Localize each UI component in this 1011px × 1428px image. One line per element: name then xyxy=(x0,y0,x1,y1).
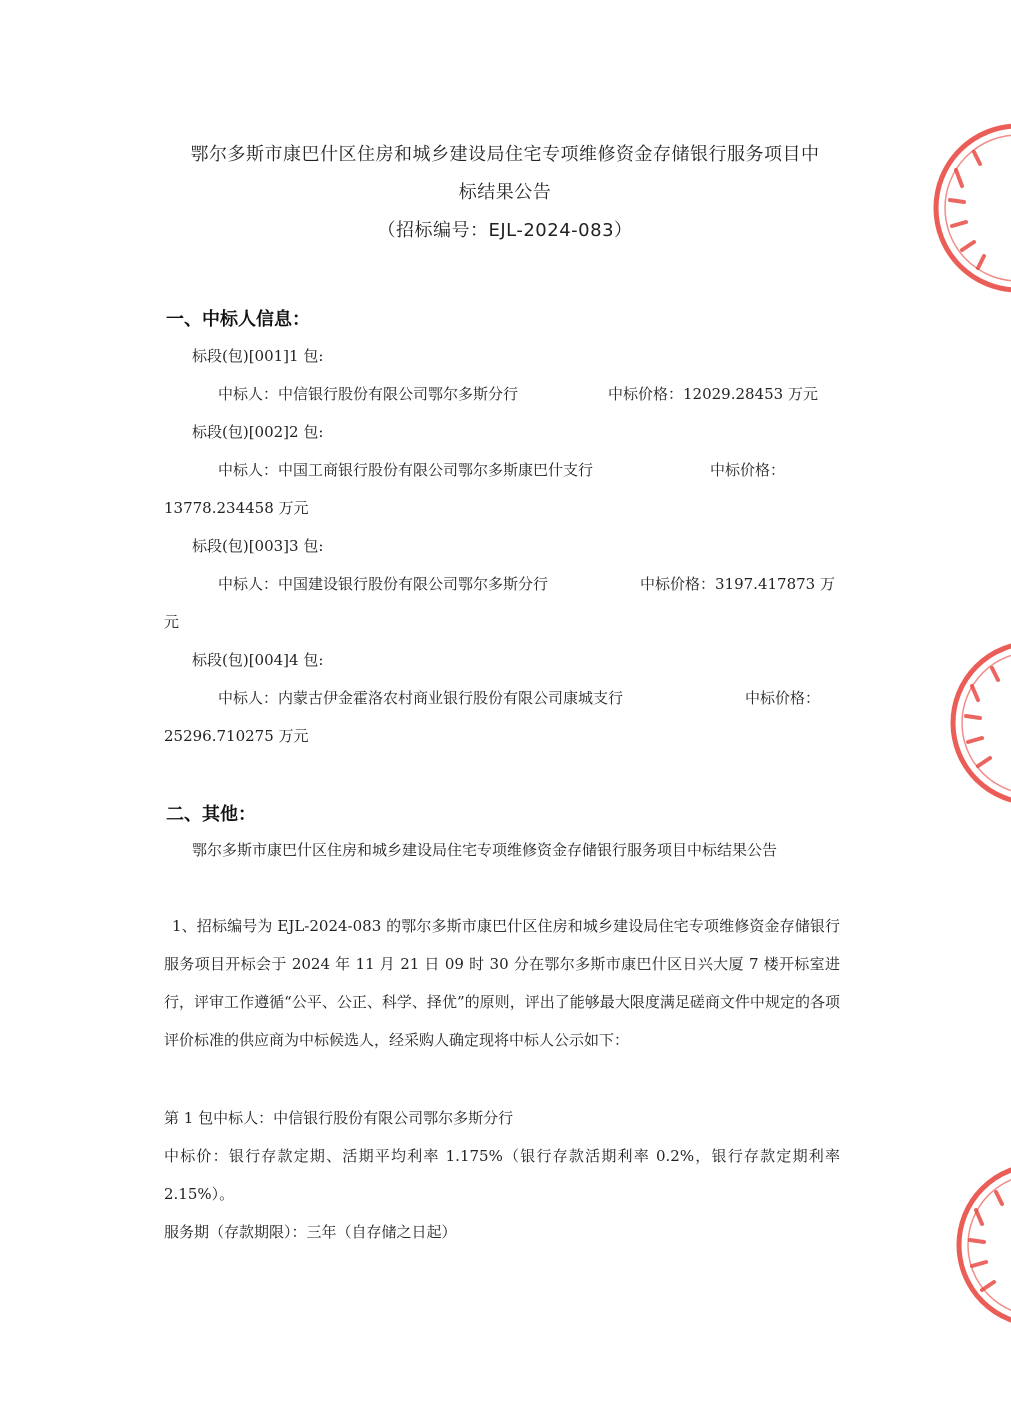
lot-2-label: 标段(包)[002]2 包: xyxy=(192,423,324,441)
document-title-line-2: 标结果公告 xyxy=(458,182,552,203)
section-2-heading: 二、其他： xyxy=(166,804,256,825)
lot-2-winner: 中标人：中国工商银行股份有限公司鄂尔多斯康巴什支行 xyxy=(218,461,594,479)
lot-4-winner: 中标人：内蒙古伊金霍洛农村商业银行股份有限公司康城支行 xyxy=(218,689,624,707)
seal-stamp-top xyxy=(918,108,1011,308)
lot-4-label: 标段(包)[004]4 包: xyxy=(192,651,324,669)
lot-3-label: 标段(包)[003]3 包: xyxy=(192,537,324,555)
tender-number: （招标编号：EJL-2024-083） xyxy=(377,220,633,241)
lot-3-winner: 中标人：中国建设银行股份有限公司鄂尔多斯分行 xyxy=(218,575,549,593)
lot-1-price: 中标价格：12029.28453 万元 xyxy=(608,385,818,403)
document-title-line-1: 鄂尔多斯市康巴什区住房和城乡建设局住宅专项维修资金存储银行服务项目中 xyxy=(190,144,820,165)
lot-1-label: 标段(包)[001]1 包: xyxy=(192,347,324,365)
section-2-intro: 鄂尔多斯市康巴什区住房和城乡建设局住宅专项维修资金存储银行服务项目中标结果公告 xyxy=(192,841,778,859)
lot-2-price: 中标价格： xyxy=(710,461,786,479)
lot-4-price-continued: 25296.710275 万元 xyxy=(164,727,309,745)
lot-2-price-continued: 13778.234458 万元 xyxy=(164,499,309,517)
lot-3-price: 中标价格：3197.417873 万 xyxy=(640,575,835,593)
seal-stamp-middle xyxy=(938,628,1011,818)
winning-rate: 中标价：银行存款定期、活期平均利率 1.175%（银行存款活期利率 0.2%，银行存款定期利率 2.15%）。 xyxy=(164,1147,840,1203)
lot-3-price-continued: 元 xyxy=(164,613,180,631)
section-1-heading: 一、中标人信息： xyxy=(166,309,310,330)
service-period: 服务期（存款期限）：三年（自存储之日起） xyxy=(164,1223,457,1241)
section-2-item-1: 1、招标编号为 EJL-2024-083 的鄂尔多斯市康巴什区住房和城乡建设局住宅专项维修资金存储银行服务项目开标会于 2024 年 11 月 21 日 09 时 30 分在鄂尔多斯市康巴什区日兴大厦 7 楼开标室进行，评审工作遵循“公平、公正、科学、择优”的原则，评出了能够最大限度满足磋商文件中规定的各项评价标准的供应商为中标候选人，经采购人确定现将中标人公示如下： xyxy=(164,917,840,1049)
seal-stamp-bottom xyxy=(944,1150,1011,1340)
lot-4-price: 中标价格： xyxy=(745,689,821,707)
lot-1-winner: 中标人：中信银行股份有限公司鄂尔多斯分行 xyxy=(218,385,519,403)
package-1-winner: 第 1 包中标人：中信银行股份有限公司鄂尔多斯分行 xyxy=(164,1109,514,1127)
